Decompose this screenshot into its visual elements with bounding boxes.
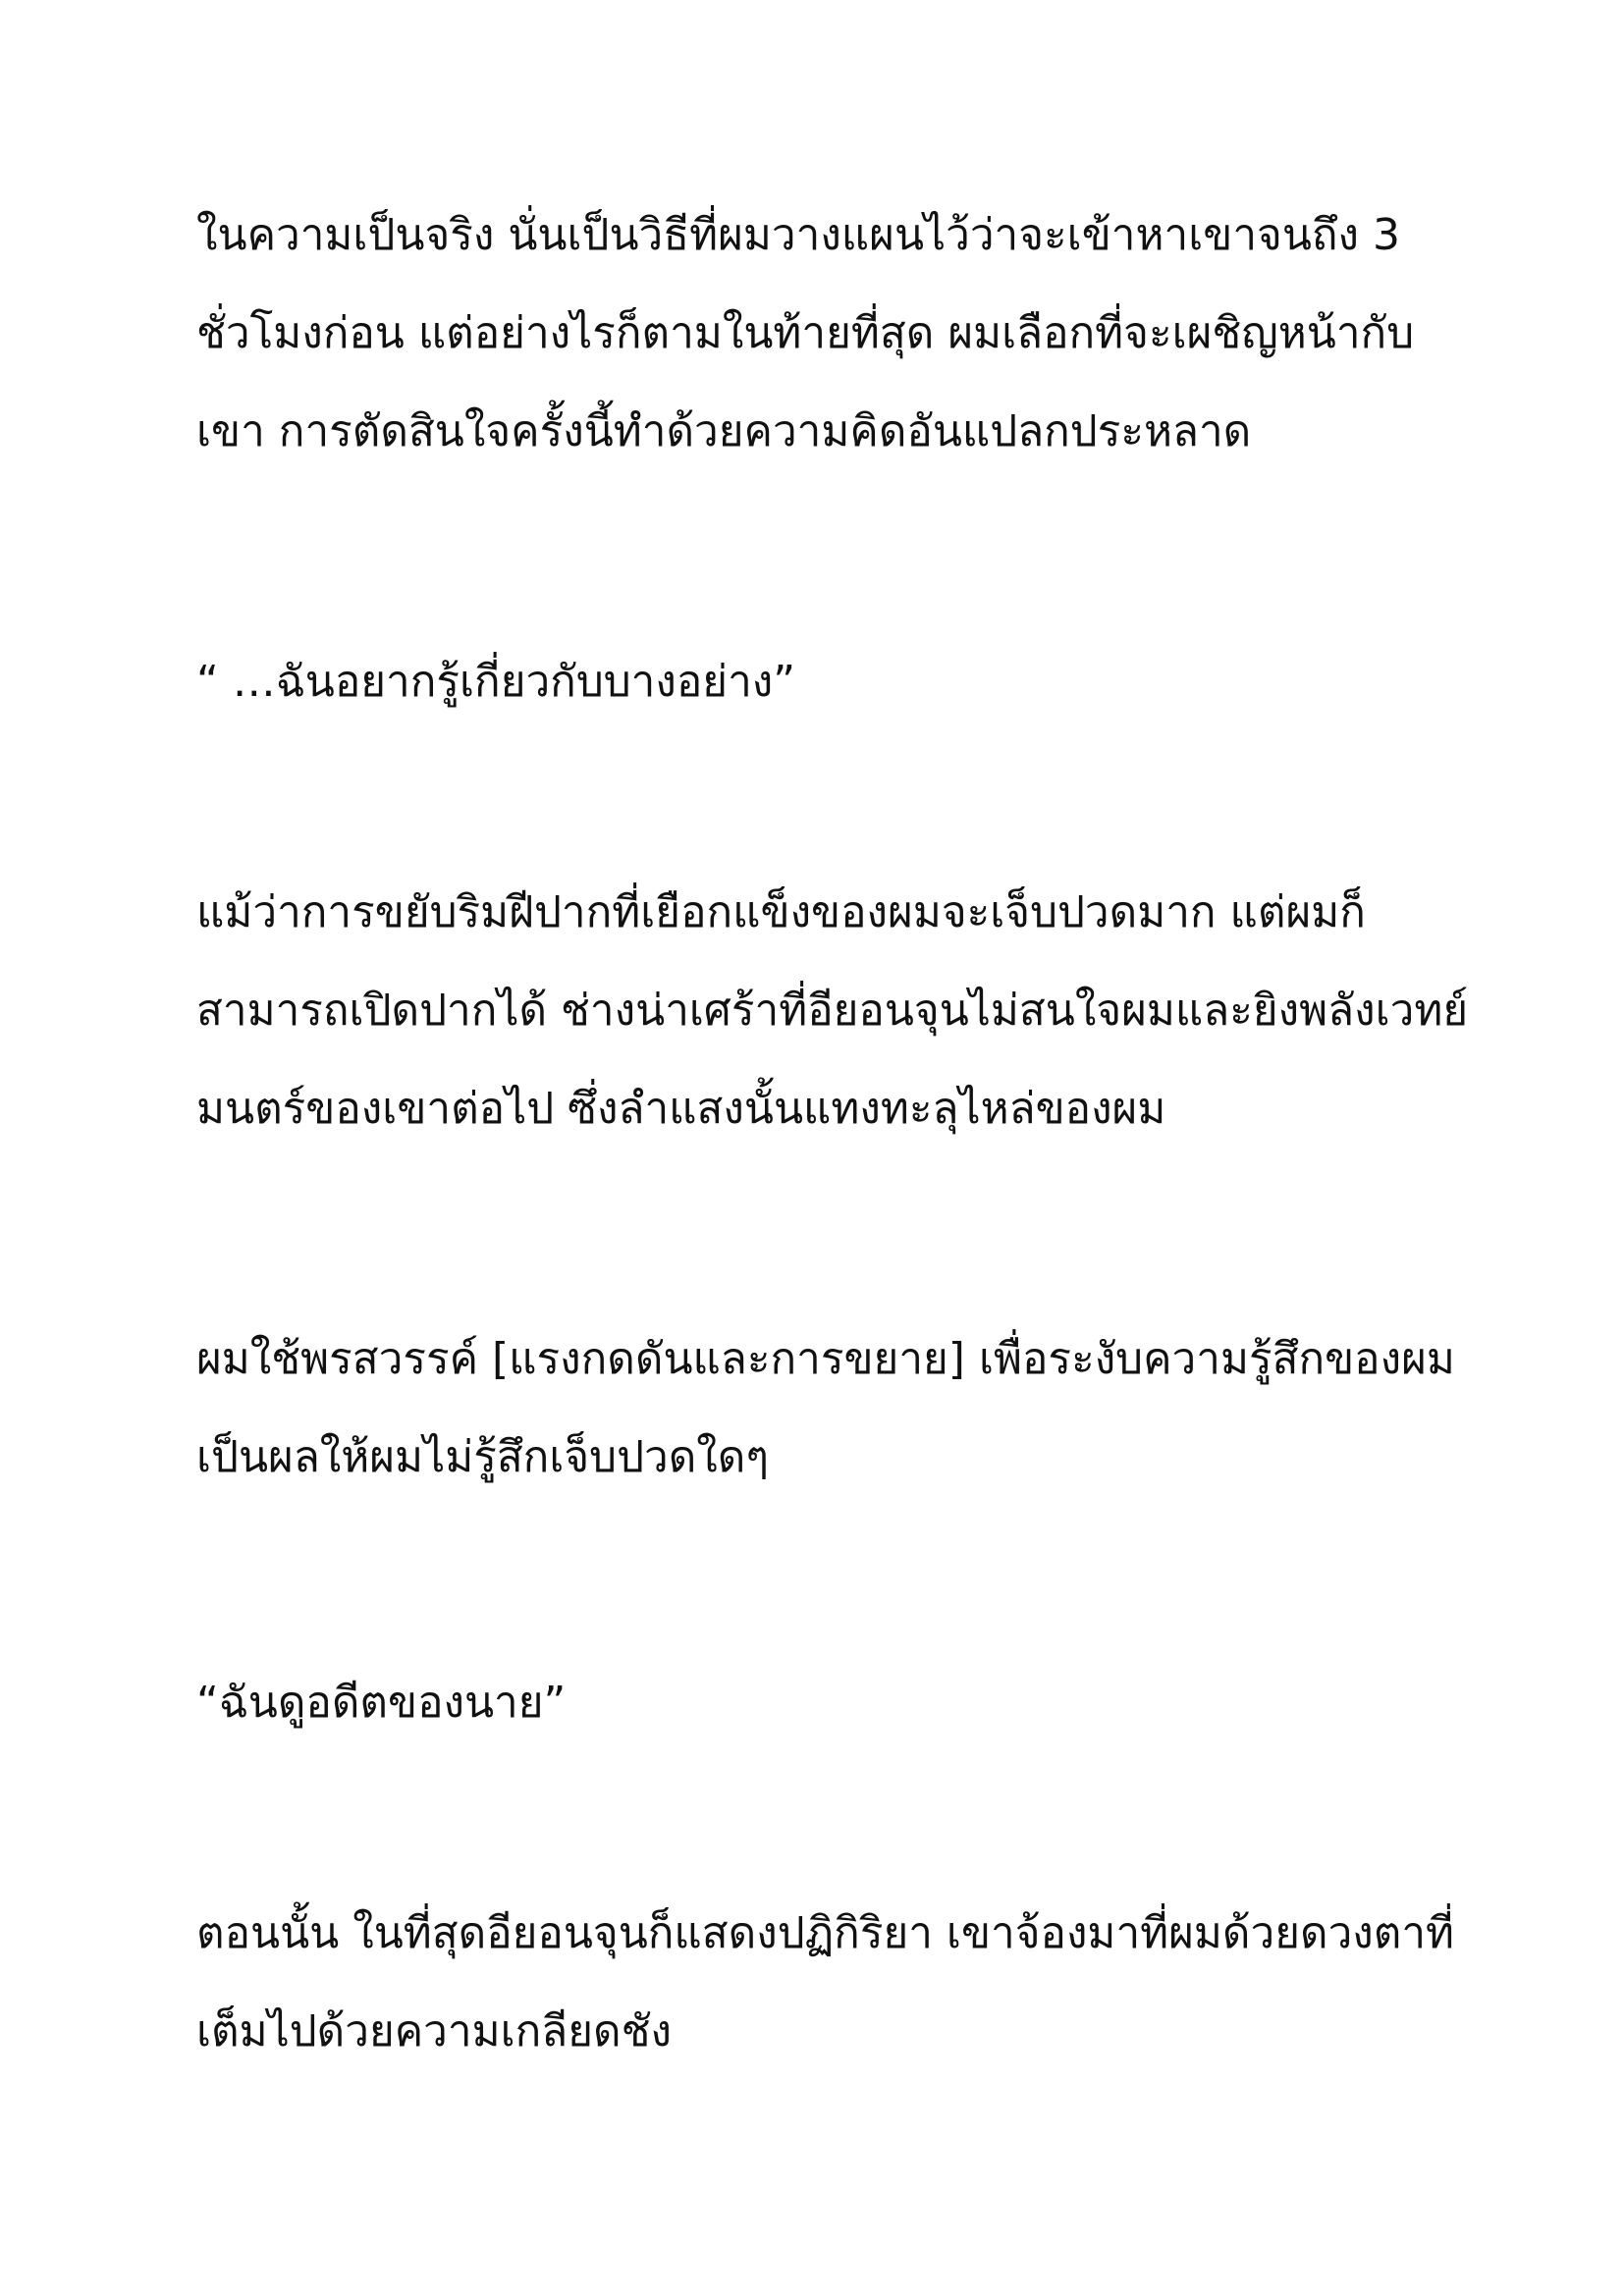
text-line: แม้ว่าการขยับริมฝีปากที่เยือกแข็งของผมจะเจ็บปวดมาก แต่ผมก็ (196, 887, 1366, 937)
text-line: มนตร์ของเขาต่อไป ซึ่งลำแสงนั้นแทงทะลุไหล่ของผม (196, 1084, 1166, 1134)
text-line: สามารถเปิดปากได้ ช่างน่าเศร้าที่อียอนจุนไม่สนใจผมและยิงพลังเวทย์ (196, 986, 1469, 1036)
paragraph-1 (196, 187, 1463, 481)
text-line: เต็มไปด้วยความเกลียดชัง (196, 2006, 672, 2056)
paragraph-4 (196, 1310, 1463, 1507)
paragraph-3 (196, 864, 1469, 1158)
paragraph-5-dialogue (196, 1654, 1463, 1752)
text-line: ในความเป็นจริง นั่นเป็นวิธีที่ผมวางแผนไว้ว่าจะเข้าหาเขาจนถึง 3 (196, 210, 1401, 260)
text-line: “ …ฉันอยากรู้เกี่ยวกับบางอย่าง” (196, 657, 796, 707)
text-line: ชั่วโมงก่อน แต่อย่างไรก็ตามในท้ายที่สุด ผมเลือกที่จะเผชิญหน้ากับ (196, 308, 1415, 358)
text-line: “ฉันดูอดีตของนาย” (196, 1678, 567, 1728)
text-line: ผมใช้พรสวรรค์ [แรงกดดันและการขยาย] เพื่อระงับความรู้สึกของผม (196, 1334, 1455, 1384)
text-line: เป็นผลให้ผมไม่รู้สึกเจ็บปวดใดๆ (196, 1432, 769, 1482)
text-line: เขา การตัดสินใจครั้งนี้ทำด้วยความคิดอันแปลกประหลาด (196, 406, 1252, 456)
paragraph-2-dialogue (196, 633, 1463, 731)
text-line: ตอนนั้น ในที่สุดอียอนจุนก็แสดงปฏิกิริยา เขาจ้องมาที่ผมด้วยดวงตาที่ (196, 1908, 1455, 1958)
paragraph-6 (196, 1885, 1463, 2081)
